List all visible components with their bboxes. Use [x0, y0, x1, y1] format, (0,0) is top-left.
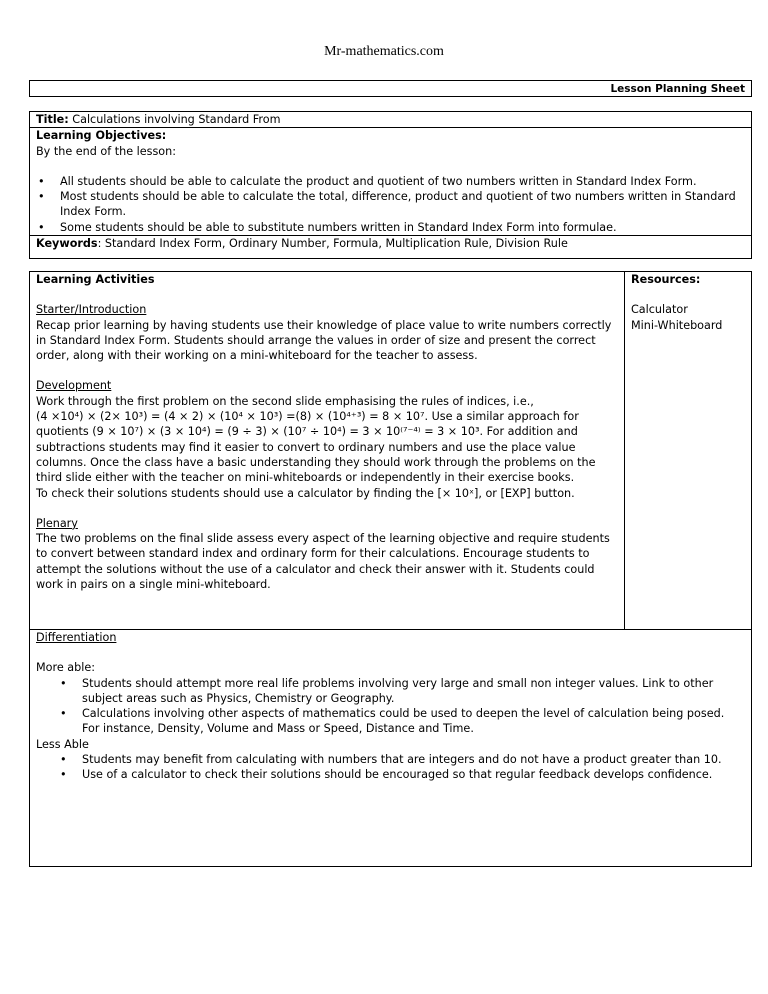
objective-item: • Some students should be able to substitute numbers written in Standard Index Form into formulae. [60, 220, 751, 235]
lesson-title: Calculations involving Standard From [68, 113, 281, 126]
more-able-item: • Calculations involving other aspects of mathematics could be used to deepen the level of calculation being posed. For instance, Density, Volume and Mass or Speed, Distance and Time. [82, 706, 745, 737]
differentiation-heading: Differentiation [36, 631, 117, 644]
less-able-label: Less Able [36, 737, 89, 751]
resource-item: Mini-Whiteboard [631, 318, 723, 332]
starter-heading: Starter/Introduction [36, 303, 147, 317]
resource-item: Calculator [631, 303, 688, 317]
lesson-overview [29, 111, 752, 259]
objectives-row [30, 128, 751, 236]
starter-text: Recap prior learning by having students use their knowledge of place value to write numbers correctly in Standard Index Form. Students should arrange the values in order of size and present the correct order, along with their working on a mini-whiteboard for the teacher to assess. [36, 318, 612, 363]
less-able-item: • Use of a calculator to check their solutions should be encouraged so that regular feedback develops confidence. [82, 767, 745, 782]
less-able-list [36, 752, 745, 783]
development-line: (4 ×10⁴) × (2× 10³) = (4 × 2) × (10⁴ × 10³) =(8) × (10⁴⁺³) = 8 × 10⁷. Use a similar approach for [36, 410, 579, 424]
title-label: Title: [36, 113, 69, 126]
objectives-heading: Learning Objectives: [36, 129, 167, 143]
more-able-list [36, 676, 745, 737]
plenary-text: The two problems on the final slide assess every aspect of the learning objective and require students to convert between standard index and ordinary form for their calculations. Encourage students to attempt the solutions without the use of a calculator and check their answer with it. Students could work in pairs on a single mini-whiteboard. [36, 532, 610, 592]
keywords-value: : Standard Index Form, Ordinary Number, Formula, Multiplication Rule, Division Rule [97, 237, 568, 251]
lesson-plan [29, 271, 752, 867]
more-able-label: More able: [36, 661, 96, 675]
plenary-heading: Plenary [36, 516, 78, 530]
development-line: To check their solutions students should use a calculator by finding the [× 10ˣ], or [EXP] button. [36, 486, 575, 500]
keywords-label: Keywords [36, 237, 98, 251]
resources [625, 272, 752, 629]
development-line: subtractions students may find it easier to convert to ordinary numbers and use the place value columns. Once the class have a basic understanding they should work through the problems on the third slide either with the teacher on mini-whiteboards or independently in their exercise books. [36, 440, 596, 485]
development-heading: Development [36, 379, 112, 393]
sheet-header: Lesson Planning Sheet [29, 80, 752, 97]
resources-heading: Resources: [631, 273, 701, 286]
objectives-intro: By the end of the lesson: [36, 144, 177, 158]
keywords-row [30, 236, 751, 251]
activities-heading: Learning Activities [36, 273, 155, 286]
objectives-list [36, 174, 751, 235]
objective-item: • Most students should be able to calculate the total, difference, product and quotient of two numbers written in Standard Index Form. [60, 189, 751, 220]
learning-activities [30, 272, 625, 629]
development-line: Work through the first problem on the second slide emphasising the rules of indices, i.e., [36, 394, 534, 408]
objective-item: • All students should be able to calculate the product and quotient of two numbers written in Standard Index Form. [60, 174, 751, 189]
differentiation [30, 629, 751, 866]
more-able-item: • Students should attempt more real life problems involving very large and small non integer values. Link to other subject areas such as Physics, Chemistry or Geography. [82, 676, 745, 707]
development-line: quotients (9 × 10⁷) × (3 × 10⁴) = (9 ÷ 3) × (10⁷ ÷ 10⁴) = 3 × 10⁽⁷⁻⁴⁾ = 3 × 10³. For addition and [36, 425, 578, 439]
title-row [30, 112, 751, 128]
less-able-item: • Students may benefit from calculating with numbers that are integers and do not have a product greater than 10. [82, 752, 745, 767]
site-name: Mr-mathematics.com [324, 44, 444, 59]
